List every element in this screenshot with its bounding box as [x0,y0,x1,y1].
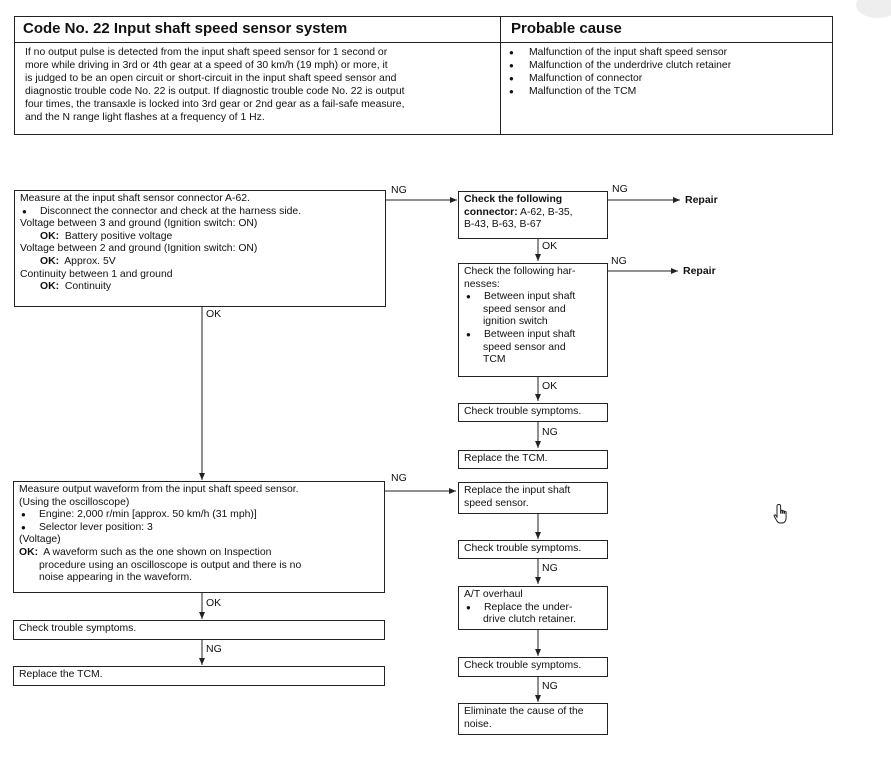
eliminate-noise-step: Eliminate the cause of the noise. [458,703,608,735]
measure-connector-step: Measure at the input shaft sensor connector A-62. ● Disconnect the connector and check at the harness side. Voltage between 3 and ground (Ignition switch: ON) OK: Battery positive voltage Voltage between 2 and ground (Ignition switch: ON) OK: Approx. 5V Continuity between 1 and ground OK: Continuity [14,190,386,307]
at-overhaul-step: A/T overhaul ● Replace the under- drive clutch retainer. [458,586,608,630]
check-symptoms-step: Check trouble symptoms. [13,620,385,640]
check-symptoms-step: Check trouble symptoms. [458,540,608,559]
repair-label: Repair [685,194,718,206]
replace-sensor-step: Replace the input shaft speed sensor. [458,482,608,514]
ok-label: OK [206,308,222,320]
replace-tcm-step: Replace the TCM. [13,666,385,686]
cause-item: ● Malfunction of the TCM [509,85,826,98]
ok-label: OK [206,597,222,609]
cause-item: ● Malfunction of connector [509,72,826,85]
ng-label: NG [542,426,558,438]
code-title: Code No. 22 Input shaft speed sensor system [15,17,501,43]
probable-cause-title: Probable cause [501,17,832,43]
ng-label: NG [611,255,627,267]
ng-label: NG [542,562,558,574]
check-symptoms-step: Check trouble symptoms. [458,657,608,677]
hand-cursor-icon [773,503,793,527]
ng-label: NG [542,680,558,692]
ok-label: OK [542,240,558,252]
check-connector-step: Check the following connector: A-62, B-35, B-43, B-63, B-67 [458,191,608,239]
ng-label: NG [391,472,407,484]
code-description: If no output pulse is detected from the input shaft speed sensor for 1 second or more while driving in 3rd or 4th gear at a speed of 30 km/h (19 mph) or more, it is judged to be an open circuit or short-circuit in the input shaft speed sensor and diagnostic trouble code No. 22 is output. If diagnostic trouble code No. 22 is output four times, the transaxle is locked into 3rd gear or 2nd gear as a fail-safe measure, and the N range light flashes at a frequency of 1 Hz. [15,43,501,134]
cause-item: ● Malfunction of the input shaft speed sensor [509,46,826,59]
inspection-procedure-link[interactable]: Inspection [224,546,272,558]
cause-item: ● Malfunction of the underdrive clutch retainer [509,59,826,72]
ng-label: NG [391,184,407,196]
ng-label: NG [612,183,628,195]
measure-waveform-step: Measure output waveform from the input shaft speed sensor. (Using the oscilloscope) ● Engine: 2,000 r/min [approx. 50 km/h (31 mph)] ● Selector lever position: 3 (Voltage) OK: A waveform such as the one shown on Inspection procedure using an oscilloscope is output and there is no noise appearing in the waveform. [13,481,385,593]
repair-label: Repair [683,265,716,277]
replace-tcm-step: Replace the TCM. [458,450,608,469]
check-symptoms-step: Check trouble symptoms. [458,403,608,422]
check-harnesses-step: Check the following har- nesses: ● Between input shaft speed sensor and ignition switch ● Between input shaft speed sensor and TCM [458,263,608,377]
ok-label: OK [542,380,558,392]
ng-label: NG [206,643,222,655]
